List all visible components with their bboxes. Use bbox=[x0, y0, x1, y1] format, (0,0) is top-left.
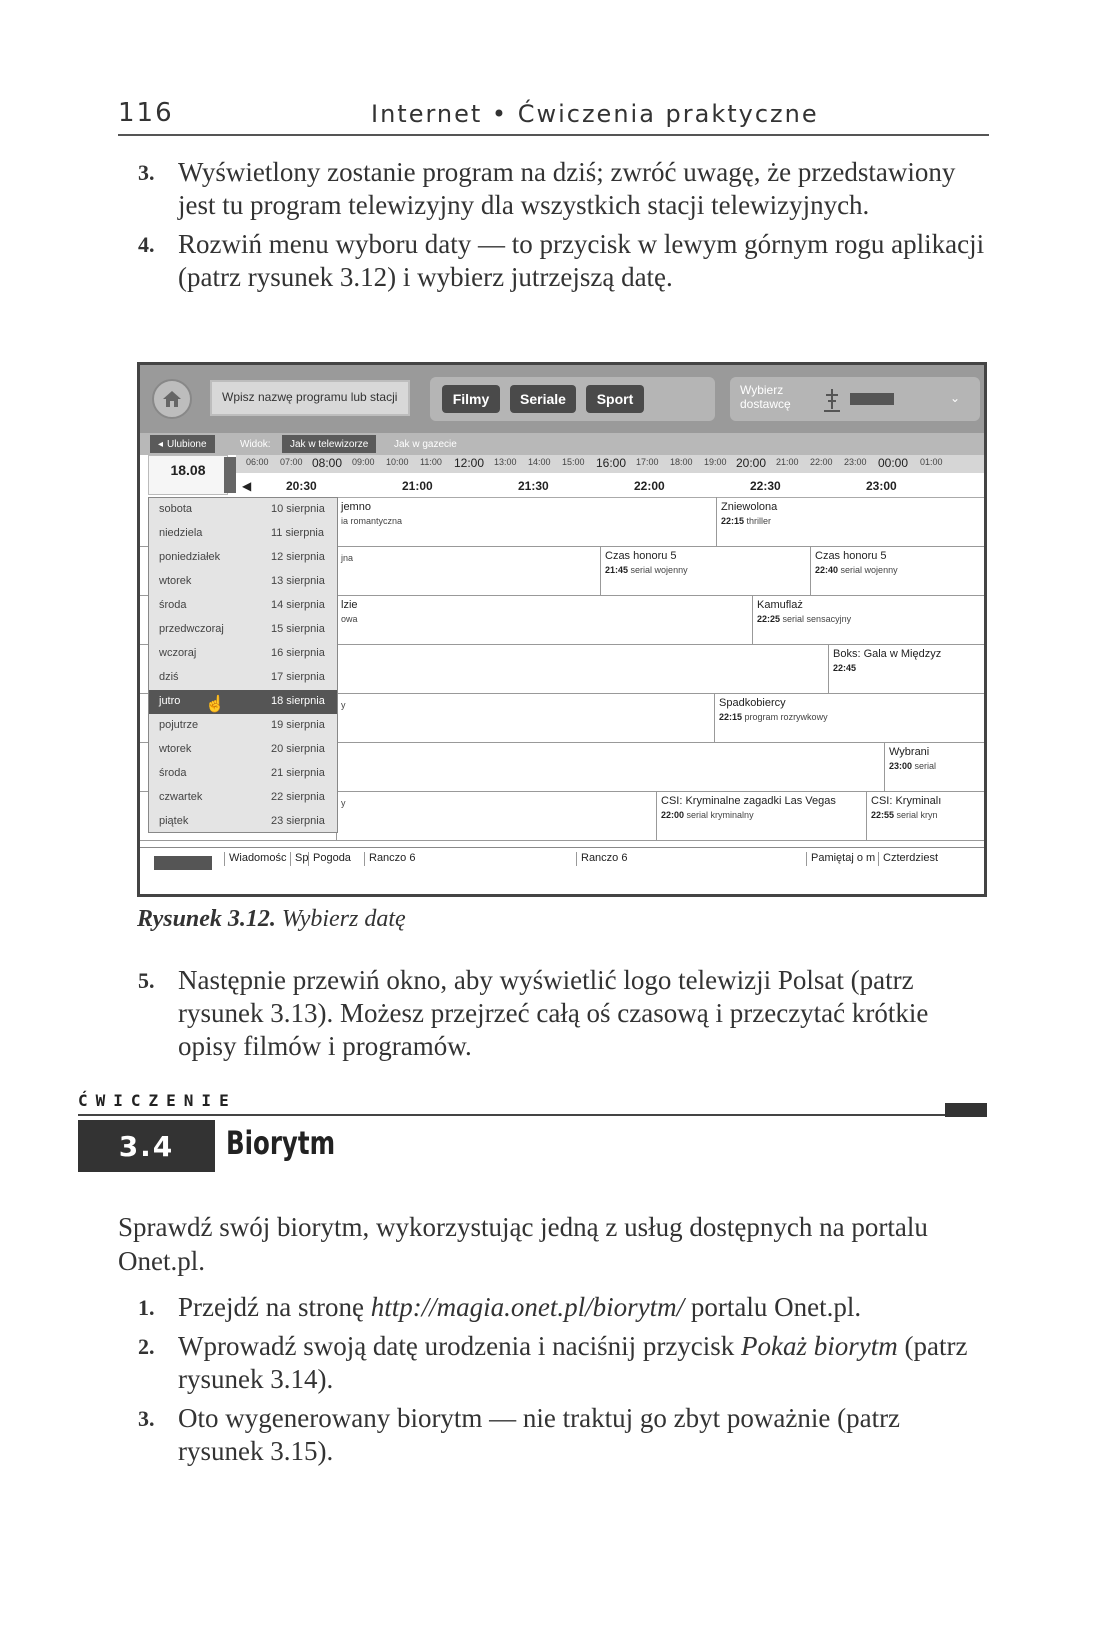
step-number: 1. bbox=[138, 1295, 155, 1320]
dropdown-item[interactable] bbox=[149, 546, 337, 570]
dropdown-date: 13 sierpnia bbox=[271, 575, 325, 587]
caption-text: Wybierz datę bbox=[281, 906, 406, 932]
dropdown-date: 19 sierpnia bbox=[271, 719, 325, 731]
figure-caption bbox=[137, 906, 406, 933]
channel-row-bottom bbox=[140, 847, 984, 897]
dropdown-item[interactable] bbox=[149, 570, 337, 594]
program-cell[interactable] bbox=[714, 693, 987, 742]
provider-label bbox=[740, 383, 791, 411]
provider-panel[interactable] bbox=[730, 377, 980, 421]
program-time: 22:25 bbox=[757, 614, 781, 624]
dropdown-date: 21 sierpnia bbox=[271, 767, 325, 779]
program-cell[interactable] bbox=[336, 742, 884, 791]
program-meta: y bbox=[341, 700, 346, 710]
provider-logo bbox=[850, 393, 894, 405]
dropdown-day: sobota bbox=[159, 503, 193, 515]
hour-label: 11:00 bbox=[420, 457, 442, 467]
provider-label-line2: dostawcę bbox=[740, 397, 791, 411]
program-title: Boks: Gala w Międzyz bbox=[833, 648, 942, 660]
steps-list-top bbox=[118, 156, 989, 300]
program-genre: serial kryn bbox=[896, 810, 938, 820]
program-cell[interactable] bbox=[336, 497, 716, 546]
dropdown-item[interactable] bbox=[149, 642, 337, 666]
dropdown-day: poniedziałek bbox=[159, 551, 221, 563]
program-cell[interactable]: Ranczo 6 bbox=[364, 852, 575, 866]
time-slot: 22:30 bbox=[750, 479, 781, 493]
dropdown-date: 17 sierpnia bbox=[271, 671, 325, 683]
program-meta: owa bbox=[341, 614, 358, 624]
program-genre: program rozrywkowy bbox=[744, 712, 828, 722]
hour-label: 14:00 bbox=[528, 457, 551, 467]
list-item bbox=[118, 964, 989, 1063]
program-title: Czas honoru 5 bbox=[815, 550, 887, 562]
time-slot: 21:30 bbox=[518, 479, 549, 493]
hour-label: 13:00 bbox=[494, 457, 517, 467]
dropdown-day: środa bbox=[159, 599, 187, 611]
now-indicator bbox=[224, 457, 236, 493]
program-genre: serial wojenny bbox=[840, 565, 898, 575]
program-meta: ia romantyczna bbox=[341, 516, 403, 526]
category-button-seriale[interactable]: Seriale bbox=[510, 385, 576, 413]
figure-screenshot bbox=[137, 362, 987, 897]
program-time: 22:15 bbox=[719, 712, 743, 722]
program-cell[interactable] bbox=[656, 791, 866, 840]
program-cell[interactable]: Wiadomośc bbox=[224, 852, 291, 866]
dropdown-day: piątek bbox=[159, 815, 189, 827]
search-input[interactable]: Wpisz nazwę programu lub stacji bbox=[210, 380, 410, 416]
chevron-left-icon: ◂ bbox=[158, 438, 164, 450]
dropdown-day: środa bbox=[159, 767, 187, 779]
tab-view-label: Widok: bbox=[240, 438, 271, 450]
program-time: 22:55 bbox=[871, 810, 895, 820]
dropdown-item[interactable] bbox=[149, 594, 337, 618]
program-cell[interactable] bbox=[336, 546, 600, 595]
program-title: Spadkobiercy bbox=[719, 697, 786, 709]
program-meta bbox=[721, 516, 986, 526]
time-slot: 23:00 bbox=[866, 479, 897, 493]
dropdown-day: dziś bbox=[159, 671, 179, 683]
tab-jak-w-telewizorze[interactable]: Jak w telewizorze bbox=[282, 435, 376, 453]
dropdown-item[interactable] bbox=[149, 738, 337, 762]
running-head: Internet • Ćwiczenia praktyczne bbox=[371, 100, 819, 128]
hour-label: 01:00 bbox=[920, 457, 943, 467]
hour-label: 16:00 bbox=[596, 456, 627, 470]
hour-label: 17:00 bbox=[636, 457, 659, 467]
program-cell[interactable] bbox=[336, 791, 656, 840]
exercise-number: 3.4 bbox=[78, 1120, 215, 1172]
hour-label: 10:00 bbox=[386, 457, 409, 467]
step-text-pre: Wprowadź swoją datę urodzenia i naciśnij przycisk bbox=[178, 1331, 742, 1361]
tab-bar bbox=[140, 433, 984, 455]
home-button[interactable] bbox=[152, 379, 192, 419]
dropdown-date: 11 sierpnia bbox=[271, 527, 324, 539]
dropdown-day: czwartek bbox=[159, 791, 203, 803]
steps-list-bottom bbox=[118, 1291, 989, 1474]
app-toolbar bbox=[140, 365, 984, 433]
program-time: 23:00 bbox=[889, 761, 913, 771]
program-title: CSI: Kryminalne zagadki Las Vegas bbox=[661, 795, 836, 807]
program-cell[interactable] bbox=[810, 546, 987, 595]
dropdown-day: jutro bbox=[159, 695, 181, 707]
program-meta: y bbox=[341, 798, 346, 808]
time-slot: 22:00 bbox=[634, 479, 665, 493]
program-meta bbox=[605, 565, 806, 575]
dropdown-day: niedziela bbox=[159, 527, 203, 539]
program-cell[interactable]: Pamiętaj o m bbox=[806, 852, 881, 866]
tab-ulubione[interactable] bbox=[150, 435, 215, 453]
dropdown-item[interactable] bbox=[149, 522, 337, 546]
dropdown-day: wtorek bbox=[159, 743, 192, 755]
program-meta: jna bbox=[341, 553, 354, 563]
program-cell[interactable] bbox=[336, 644, 828, 693]
step-number: 3. bbox=[138, 160, 155, 185]
program-cell[interactable] bbox=[866, 791, 987, 840]
program-cell[interactable]: Ranczo 6 bbox=[576, 852, 811, 866]
step-number: 3. bbox=[138, 1406, 155, 1431]
step-text: Rozwiń menu wyboru daty — to przycisk w lewym górnym rogu aplikacji (patrz rysunek 3.12) i wybierz jutrzejszą datę. bbox=[178, 229, 985, 292]
step-text-post: (patrz rysunek 3.14). bbox=[178, 1331, 968, 1394]
page-header bbox=[118, 94, 989, 136]
hour-label: 00:00 bbox=[878, 456, 909, 470]
program-cell[interactable] bbox=[752, 595, 987, 644]
program-genre: serial sensacyjny bbox=[782, 614, 852, 624]
program-cell[interactable] bbox=[600, 546, 810, 595]
hour-label: 15:00 bbox=[562, 457, 585, 467]
steps-list-middle bbox=[118, 964, 989, 1069]
program-cell[interactable] bbox=[336, 595, 752, 644]
provider-label-line1: Wybierz bbox=[740, 383, 784, 397]
time-slot: 21:00 bbox=[402, 479, 433, 493]
program-title: CSI: Kryminalı bbox=[871, 795, 942, 807]
program-time: 21:45 bbox=[605, 565, 629, 575]
program-time: 22:45 bbox=[833, 663, 857, 673]
program-cell[interactable] bbox=[884, 742, 987, 791]
dropdown-day: przedwczoraj bbox=[159, 623, 224, 635]
program-cell[interactable] bbox=[336, 693, 714, 742]
url-link[interactable]: http://magia.onet.pl/biorytm/ bbox=[370, 1292, 685, 1322]
dropdown-date: 22 sierpnia bbox=[271, 791, 325, 803]
step-text: Wyświetlony zostanie program na dziś; zwróć uwagę, że przedstawiony jest tu program telewizyjny dla wszystkich stacji telewizyjnych. bbox=[178, 157, 956, 220]
dropdown-date: 18 sierpnia bbox=[271, 695, 325, 707]
list-item bbox=[118, 1291, 989, 1324]
hour-label: 23:00 bbox=[844, 457, 867, 467]
hour-label: 18:00 bbox=[670, 457, 693, 467]
step-text: Oto wygenerowany biorytm — nie traktuj go zbyt poważnie (patrz rysunek 3.15). bbox=[178, 1403, 901, 1466]
program-title: jemno bbox=[341, 501, 371, 513]
dropdown-day: pojutrze bbox=[159, 719, 199, 731]
step-number: 2. bbox=[138, 1334, 155, 1359]
list-item bbox=[118, 156, 989, 222]
program-time: 22:15 bbox=[721, 516, 745, 526]
hour-timeline[interactable] bbox=[236, 455, 987, 473]
channel-logo bbox=[154, 856, 212, 870]
dropdown-item[interactable] bbox=[149, 618, 337, 642]
program-cell[interactable] bbox=[828, 644, 987, 693]
page-number: 116 bbox=[118, 98, 174, 128]
program-genre: serial kryminalny bbox=[686, 810, 754, 820]
tab-jak-w-gazecie[interactable]: Jak w gazecie bbox=[394, 438, 457, 450]
hour-label: 08:00 bbox=[312, 456, 343, 470]
button-name: Pokaż biorytm bbox=[741, 1331, 898, 1361]
program-meta bbox=[833, 663, 986, 673]
dropdown-item-selected[interactable] bbox=[149, 690, 337, 714]
step-number: 5. bbox=[138, 968, 155, 993]
program-meta bbox=[719, 712, 986, 722]
dropdown-day: wczoraj bbox=[159, 647, 197, 659]
exercise-label: ĆWICZENIE bbox=[78, 1091, 237, 1110]
home-icon bbox=[161, 389, 183, 409]
divider bbox=[78, 1114, 987, 1116]
program-cell[interactable]: Pogoda bbox=[308, 852, 367, 866]
dropdown-date: 16 sierpnia bbox=[271, 647, 325, 659]
dropdown-item[interactable] bbox=[149, 762, 337, 786]
program-title: lzie bbox=[341, 599, 358, 611]
date-dropdown[interactable] bbox=[148, 497, 338, 833]
exercise-title: Biorytm bbox=[226, 1124, 336, 1162]
dropdown-date: 15 sierpnia bbox=[271, 623, 325, 635]
hour-label: 20:00 bbox=[736, 456, 767, 470]
step-text: Następnie przewiń okno, aby wyświetlić logo telewizji Polsat (patrz rysunek 3.13). Możesz przejrzeć całą oś czasową i przeczytać krótkie opisy filmów i programów. bbox=[178, 965, 929, 1061]
program-genre: thriller bbox=[746, 516, 772, 526]
current-date: 18.08 bbox=[170, 462, 206, 478]
tab-label: Ulubione bbox=[167, 438, 207, 450]
program-cell[interactable]: Sp bbox=[290, 852, 313, 866]
program-title: Wybrani bbox=[889, 746, 930, 758]
list-item bbox=[118, 1402, 989, 1468]
program-meta bbox=[871, 810, 986, 820]
program-cell[interactable]: Czterdziest bbox=[878, 852, 987, 866]
list-item bbox=[118, 228, 989, 294]
program-cell[interactable] bbox=[716, 497, 987, 546]
dropdown-item[interactable] bbox=[149, 498, 337, 522]
step-number: 4. bbox=[138, 232, 155, 257]
dropdown-date: 14 sierpnia bbox=[271, 599, 325, 611]
program-meta bbox=[889, 761, 986, 771]
dropdown-item[interactable] bbox=[149, 810, 337, 834]
intro-paragraph: Sprawdź swój biorytm, wykorzystując jedną z usług dostępnych na portalu Onet.pl. bbox=[118, 1212, 928, 1276]
hour-label: 12:00 bbox=[454, 456, 485, 470]
dropdown-item[interactable] bbox=[149, 786, 337, 810]
hour-label: 22:00 bbox=[810, 457, 833, 467]
category-button-filmy[interactable]: Filmy bbox=[442, 385, 500, 413]
hour-label: 09:00 bbox=[352, 457, 375, 467]
program-title: Zniewolona bbox=[721, 501, 778, 513]
dropdown-item[interactable] bbox=[149, 714, 337, 738]
program-genre: serial bbox=[914, 761, 937, 771]
program-genre: serial wojenny bbox=[630, 565, 688, 575]
hour-label: 21:00 bbox=[776, 457, 799, 467]
dropdown-item[interactable] bbox=[149, 666, 337, 690]
date-picker-button[interactable] bbox=[148, 455, 228, 495]
hour-label: 07:00 bbox=[280, 457, 303, 467]
hand-cursor-icon: ☝ bbox=[205, 696, 225, 713]
dropdown-date: 12 sierpnia bbox=[271, 551, 325, 563]
divider-mark bbox=[945, 1103, 987, 1117]
dropdown-day: wtorek bbox=[159, 575, 192, 587]
program-meta bbox=[661, 810, 862, 820]
dropdown-date: 23 sierpnia bbox=[271, 815, 325, 827]
program-time: 22:40 bbox=[815, 565, 839, 575]
hour-label: 06:00 bbox=[246, 457, 269, 467]
time-slot-row bbox=[236, 475, 987, 498]
program-title: Czas honoru 5 bbox=[605, 550, 677, 562]
hour-label: 19:00 bbox=[704, 457, 727, 467]
caption-label: Rysunek 3.12. bbox=[137, 906, 276, 932]
dropdown-date: 20 sierpnia bbox=[271, 743, 325, 755]
category-button-sport[interactable]: Sport bbox=[586, 385, 644, 413]
step-text-post: portalu Onet.pl. bbox=[684, 1292, 862, 1322]
program-time: 22:00 bbox=[661, 810, 685, 820]
program-meta bbox=[757, 614, 986, 624]
program-title: Kamuflaż bbox=[757, 599, 803, 611]
program-meta bbox=[815, 565, 986, 575]
list-item bbox=[118, 1330, 989, 1396]
chevron-down-icon: ⌄ bbox=[950, 391, 961, 405]
dropdown-date: 10 sierpnia bbox=[271, 503, 325, 515]
time-slot: 20:30 bbox=[286, 479, 317, 493]
category-panel bbox=[430, 377, 715, 421]
step-text-pre: Przejdź na stronę bbox=[178, 1292, 371, 1322]
arrow-left-icon[interactable]: ◀ bbox=[242, 479, 252, 493]
antenna-icon bbox=[822, 387, 842, 413]
